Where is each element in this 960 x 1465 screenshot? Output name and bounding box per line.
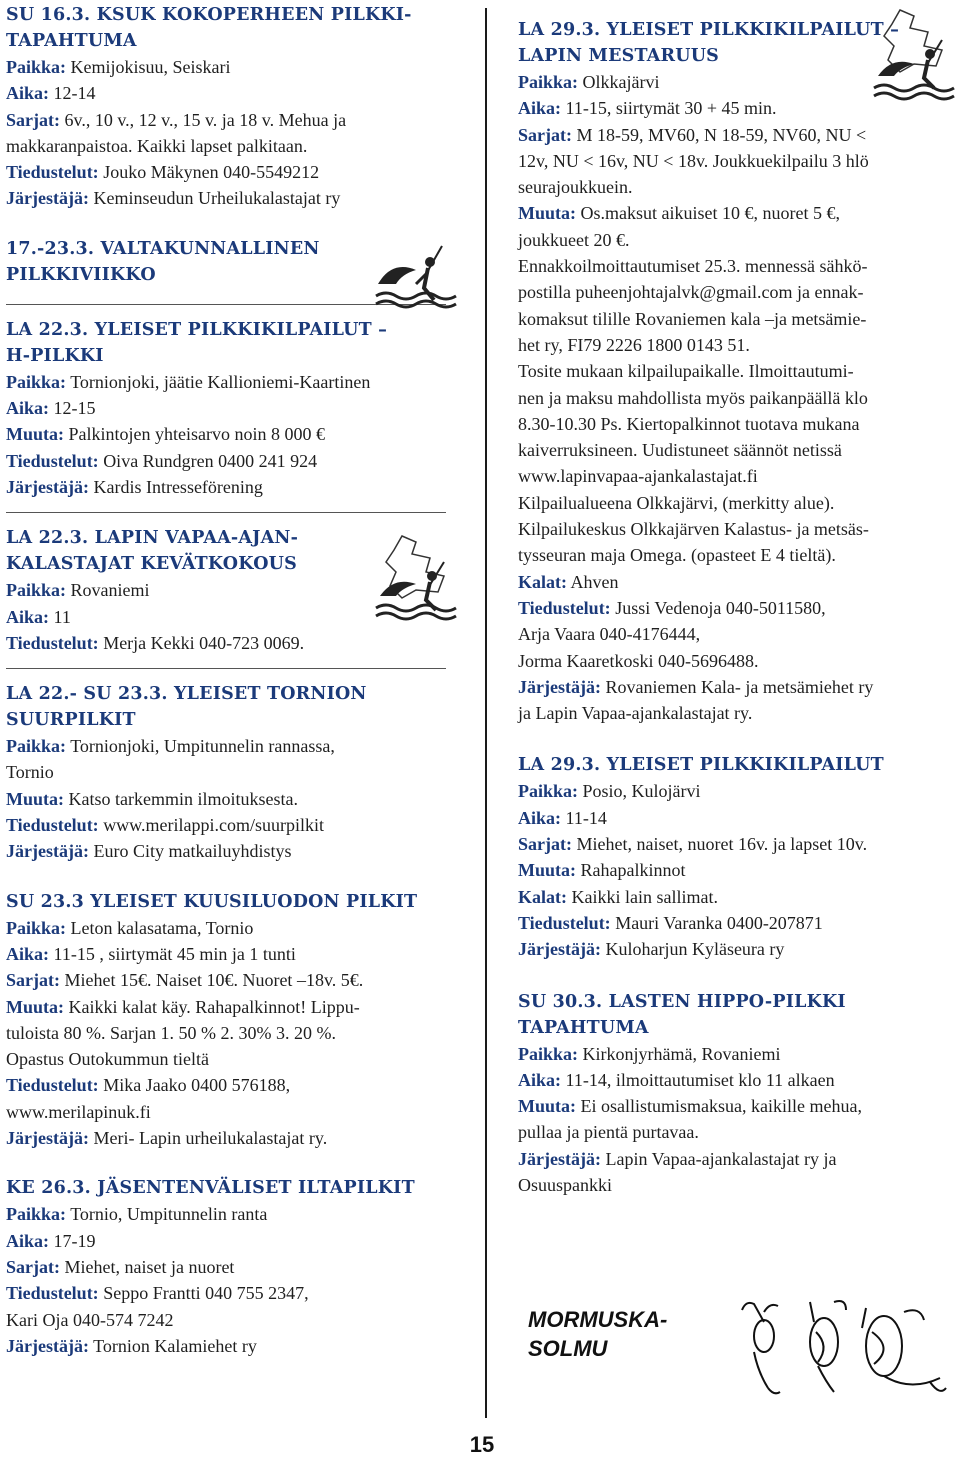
- event-title-line: TAPAHTUMA: [518, 1017, 649, 1038]
- event-line: [518, 174, 956, 200]
- event-line: [518, 148, 956, 174]
- field-value: seurajoukkuein.: [518, 177, 633, 198]
- event-line: [6, 107, 472, 133]
- event-line: [6, 369, 472, 395]
- field-value: Kemijokisuu, Seiskari: [66, 57, 231, 77]
- field-label: Järjestäjä:: [518, 676, 601, 697]
- field-value: Jorma Kaaretkoski 040-5696488.: [518, 650, 759, 671]
- field-label: Sarjat:: [518, 834, 572, 855]
- event-line: [518, 385, 956, 411]
- field-label: Kalat:: [518, 886, 567, 907]
- field-value: tuloista 80 %. Sarjan 1. 50 % 2. 30% 3. 20 %.: [6, 1022, 336, 1043]
- field-value: 11: [49, 606, 71, 627]
- event-line: [518, 306, 956, 332]
- event-line: [6, 838, 472, 864]
- event-line: [518, 1146, 956, 1172]
- field-label: Tiedustelut:: [6, 1075, 99, 1096]
- event-line: [518, 857, 956, 883]
- mormuska-line: MORMUSKA-: [528, 1307, 668, 1332]
- field-label: Tiedustelut:: [6, 815, 99, 836]
- field-label: Aika:: [6, 606, 50, 627]
- field-value: Rahapalkinnot: [576, 860, 686, 881]
- event-title: [6, 889, 472, 915]
- field-label: Paikka:: [518, 781, 579, 802]
- lapland-map-ice-fishing-logo: [372, 532, 458, 622]
- event-title-line: H-PILKKI: [6, 345, 104, 366]
- field-label: Sarjat:: [6, 1256, 60, 1277]
- event-title-line: SUURPILKIT: [6, 710, 136, 731]
- event-line: [6, 1307, 472, 1333]
- field-value: 6v., 10 v., 12 v., 15 v. ja 18 v. Mehua ja: [59, 109, 347, 130]
- field-value: joukkueet 20 €.: [518, 229, 630, 250]
- event-line: [518, 253, 956, 279]
- field-value: Leton kalasatama, Tornio: [66, 917, 254, 938]
- field-value: Rovaniemi: [66, 580, 150, 601]
- field-value: nen ja maksu mahdollista myös paikanpäällä klo: [518, 387, 868, 408]
- field-value: Ahven: [567, 571, 619, 592]
- event-h-pilkki: [6, 317, 472, 500]
- field-label: Aika:: [6, 943, 50, 964]
- field-value: 12-15: [49, 398, 96, 419]
- field-label: Muuta:: [6, 424, 64, 445]
- event-line: [6, 941, 472, 967]
- event-kuusiluoto: [6, 889, 472, 1152]
- event-line: [518, 936, 956, 962]
- event-line: [518, 621, 956, 647]
- field-label: Aika:: [518, 1069, 562, 1090]
- field-label: Tiedustelut:: [6, 450, 99, 471]
- event-line: [6, 395, 472, 421]
- event-line: [518, 910, 956, 936]
- field-value: 8.30-10.30 Ps. Kiertopalkinnot tuotava mukana: [518, 413, 860, 434]
- event-line: [518, 778, 956, 804]
- event-line: [6, 1333, 472, 1359]
- field-value: Keminseudun Urheilukalastajat ry: [88, 188, 341, 209]
- event-line: [6, 786, 472, 812]
- field-value: Miehet, naiset ja nuoret: [59, 1256, 235, 1277]
- field-value: Posio, Kulojärvi: [578, 781, 701, 802]
- event-title: [6, 317, 472, 369]
- event-title: [518, 989, 956, 1041]
- event-line: [6, 759, 472, 785]
- field-value: Lapin Vapaa-ajankalastajat ry ja: [600, 1148, 837, 1169]
- event-title: [6, 2, 472, 54]
- event-title-line: LA 22.3. LAPIN VAPAA-AJAN-: [6, 528, 299, 549]
- field-value: 11-15 , siirtymät 45 min ja 1 tunti: [49, 943, 296, 964]
- event-line: [518, 805, 956, 831]
- field-label: Aika:: [518, 98, 562, 119]
- mormuska-solmu-heading: [528, 1305, 667, 1363]
- field-value: ja Lapin Vapaa-ajankalastajat ry.: [518, 703, 753, 724]
- field-value: M 18-59, MV60, N 18-59, NV60, NU <: [571, 124, 867, 145]
- event-line: [518, 227, 956, 253]
- field-label: Paikka:: [6, 371, 67, 392]
- field-label: Paikka:: [518, 1043, 579, 1064]
- event-line: [518, 332, 956, 358]
- event-line: [6, 1254, 472, 1280]
- event-line: [6, 1228, 472, 1254]
- event-title: [6, 681, 472, 733]
- field-value: Tornionjoki, Umpitunnelin rannassa,: [66, 736, 335, 757]
- event-line: [518, 279, 956, 305]
- ice-fishing-logo: [372, 240, 458, 310]
- field-value: Mauri Varanka 0400-207871: [610, 912, 823, 933]
- field-label: Tiedustelut:: [6, 1283, 99, 1304]
- field-value: Os.maksut aikuiset 10 €, nuoret 5 €,: [576, 203, 840, 224]
- field-label: Järjestäjä:: [6, 841, 89, 862]
- field-value: 17-19: [49, 1230, 96, 1251]
- field-value: Jussi Vedenoja 040-5011580,: [610, 597, 826, 618]
- event-line: [6, 1020, 472, 1046]
- field-value: 12v, NU < 16v, NU < 18v. Joukkuekilpailu 3 hlö: [518, 150, 869, 171]
- event-line: [6, 421, 472, 447]
- field-value: Merja Kekki 040-723 0069.: [98, 632, 305, 653]
- field-label: Aika:: [6, 83, 50, 104]
- page-number: 15: [469, 1432, 495, 1457]
- event-line: [518, 358, 956, 384]
- event-line: [518, 569, 956, 595]
- field-value: Jouko Mäkynen 040-5549212: [98, 162, 320, 183]
- field-value: Kari Oja 040-574 7242: [6, 1309, 174, 1330]
- field-label: Tiedustelut:: [518, 912, 611, 933]
- field-value: Olkkajärvi: [578, 72, 660, 92]
- event-title-line: LAPIN MESTARUUS: [518, 46, 720, 66]
- event-line: [518, 831, 956, 857]
- field-value: tysseuran maja Omega. (opasteet E 4 tieltä).: [518, 545, 836, 566]
- event-line: [518, 437, 956, 463]
- left-column: [6, 2, 472, 1359]
- event-line: [6, 54, 472, 80]
- event-line: [518, 595, 956, 621]
- field-value: Seppo Frantti 040 755 2347,: [98, 1283, 309, 1304]
- field-label: Järjestäjä:: [6, 1335, 89, 1356]
- field-label: Muuta:: [518, 1096, 576, 1117]
- event-title: [6, 1175, 472, 1201]
- field-label: Muuta:: [6, 788, 64, 809]
- field-value: Ennakkoilmoittautumiset 25.3. mennessä sähkö-: [518, 256, 868, 277]
- field-label: Järjestäjä:: [518, 939, 601, 960]
- event-line: [6, 1280, 472, 1306]
- field-label: Tiedustelut:: [6, 162, 99, 183]
- event-line: [6, 994, 472, 1020]
- event-line: [518, 1067, 956, 1093]
- field-label: Aika:: [6, 1230, 50, 1251]
- event-line: [6, 133, 472, 159]
- field-value: Euro City matkailuyhdistys: [88, 841, 292, 862]
- field-value: Arja Vaara 040-4176444,: [518, 624, 701, 645]
- event-line: [6, 1099, 472, 1125]
- event-line: [6, 630, 472, 656]
- field-value: Miehet, naiset, nuoret 16v. ja lapset 10v.: [571, 834, 868, 855]
- field-value: 11-14: [561, 807, 607, 828]
- event-line: [518, 122, 956, 148]
- field-label: Kalat:: [518, 571, 567, 592]
- field-label: Sarjat:: [518, 124, 572, 145]
- event-title-line: 17.-23.3. VALTAKUNNALLINEN: [6, 238, 320, 259]
- field-value: Oiva Rundgren 0400 241 924: [98, 450, 318, 471]
- event-title-line: LA 29.3. YLEISET PILKKIKILPAILUT –: [518, 20, 900, 40]
- event-posio: [518, 752, 956, 962]
- field-value: Tornion Kalamiehet ry: [88, 1335, 257, 1356]
- event-suurpilkit: [6, 681, 472, 864]
- event-line: [518, 674, 956, 700]
- event-hippo-pilkki: [518, 989, 956, 1199]
- event-title-line: KE 26.3. JÄSENTENVÄLISET ILTAPILKIT: [6, 1178, 415, 1199]
- field-value: Rovaniemen Kala- ja metsämiehet ry: [600, 676, 874, 697]
- event-title-line: KALASTAJAT KEVÄTKOKOUS: [6, 554, 297, 575]
- field-label: Järjestäjä:: [6, 188, 89, 209]
- field-value: Mika Jaako 0400 576188,: [98, 1075, 291, 1096]
- event-title-line: SU 16.3. KSUK KOKOPERHEEN PILKKI-: [6, 5, 412, 25]
- event-line: [6, 812, 472, 838]
- event-iltapilkit: [6, 1175, 472, 1359]
- field-value: Katso tarkemmin ilmoituksesta.: [64, 788, 298, 809]
- field-value: Palkintojen yhteisarvo noin 8 000 €: [64, 424, 325, 445]
- field-label: Järjestäjä:: [6, 476, 89, 497]
- field-value: Kaikki lain sallimat.: [567, 886, 718, 907]
- field-label: Paikka:: [6, 1204, 67, 1225]
- field-value: Miehet 15€. Naiset 10€. Nuoret –18v. 5€.: [59, 970, 364, 991]
- field-value: 11-14, ilmoittautumiset klo 11 alkaen: [561, 1069, 835, 1090]
- event-title: [518, 752, 956, 778]
- field-label: Paikka:: [518, 72, 579, 92]
- field-value: Meri- Lapin urheilukalastajat ry.: [88, 1128, 328, 1149]
- field-value: Ei osallistumismaksua, kaikille mehua,: [576, 1096, 862, 1117]
- field-label: Muuta:: [518, 203, 576, 224]
- column-divider: [485, 8, 487, 1418]
- field-value: Kilpailualueena Olkkajärvi, (merkitty alue).: [518, 492, 835, 513]
- event-title-line: LA 29.3. YLEISET PILKKIKILPAILUT: [518, 755, 884, 776]
- event-ksuk: [6, 2, 472, 212]
- event-title-line: LA 22.- SU 23.3. YLEISET TORNION: [6, 684, 367, 705]
- field-value: Tornio: [6, 762, 54, 783]
- separator-rule: [6, 668, 446, 669]
- event-title-line: PILKKIVIIKKO: [6, 264, 156, 285]
- event-line: [518, 648, 956, 674]
- right-column: [518, 17, 956, 1198]
- event-line: [6, 474, 472, 500]
- lapland-map-ice-fishing-logo: [870, 6, 956, 102]
- event-line: [6, 733, 472, 759]
- field-label: Aika:: [6, 398, 50, 419]
- event-title-line: LA 22.3. YLEISET PILKKIKILPAILUT –: [6, 319, 388, 340]
- field-label: Tiedustelut:: [6, 632, 99, 653]
- event-line: [518, 1172, 956, 1198]
- event-line: [6, 1201, 472, 1227]
- event-line: [6, 1072, 472, 1098]
- field-value: het ry, FI79 2226 1800 0143 51.: [518, 334, 750, 355]
- event-line: [518, 463, 956, 489]
- event-line: [518, 411, 956, 437]
- field-value: Kardis Intresseförening: [88, 476, 263, 497]
- event-line: [6, 448, 472, 474]
- field-value: www.merilappi.com/suurpilkit: [98, 815, 324, 836]
- field-value: Kilpailukeskus Olkkajärven Kalastus- ja metsäs-: [518, 519, 869, 540]
- field-label: Järjestäjä:: [518, 1148, 601, 1169]
- field-label: Muuta:: [518, 860, 576, 881]
- event-line: [518, 700, 956, 726]
- field-value: 11-15, siirtymät 30 + 45 min.: [561, 98, 777, 119]
- field-value: kaiverruksineen. Uudistuneet säännöt netissä: [518, 440, 842, 461]
- field-value: postilla puheenjohtajalvk@gmail.com ja ennak-: [518, 282, 864, 303]
- field-value: Tosite mukaan kilpailupaikalle. Ilmoittautumi-: [518, 361, 854, 382]
- field-value: 12-14: [49, 83, 96, 104]
- event-line: [6, 185, 472, 211]
- field-value: komaksut tilille Rovaniemen kala –ja metsämie-: [518, 308, 867, 329]
- event-line: [6, 967, 472, 993]
- field-label: Sarjat:: [6, 109, 60, 130]
- event-line: [518, 542, 956, 568]
- field-value: Tornio, Umpitunnelin ranta: [66, 1204, 268, 1225]
- event-line: [6, 159, 472, 185]
- event-line: [6, 80, 472, 106]
- field-label: Aika:: [518, 807, 562, 828]
- field-label: Järjestäjä:: [6, 1128, 89, 1149]
- event-lapin-mestaruus: [518, 17, 956, 726]
- event-line: [518, 516, 956, 542]
- field-label: Paikka:: [6, 736, 67, 757]
- event-line: [518, 200, 956, 226]
- event-line: [518, 1119, 956, 1145]
- field-value: www.lapinvapaa-ajankalastajat.fi: [518, 466, 758, 487]
- mormuska-line: SOLMU: [528, 1336, 608, 1361]
- event-line: [6, 1125, 472, 1151]
- field-label: Paikka:: [6, 57, 67, 77]
- field-value: Kuloharjun Kyläseura ry: [600, 939, 785, 960]
- field-value: Tornionjoki, jäätie Kallioniemi-Kaartinen: [66, 371, 371, 392]
- field-value: Kaikki kalat käy. Rahapalkinnot! Lippu-: [64, 996, 360, 1017]
- event-title-line: TAPAHTUMA: [6, 31, 137, 51]
- field-label: Paikka:: [6, 580, 67, 601]
- event-title-line: SU 23.3 YLEISET KUUSILUODON PILKIT: [6, 891, 418, 912]
- field-value: makkaranpaistoa. Kaikki lapset palkitaan.: [6, 135, 308, 156]
- field-label: Muuta:: [6, 996, 64, 1017]
- field-label: Paikka:: [6, 917, 67, 938]
- field-value: Kirkonjyrhämä, Rovaniemi: [578, 1043, 781, 1064]
- event-title-line: SU 30.3. LASTEN HIPPO-PILKKI: [518, 991, 846, 1012]
- event-line: [518, 490, 956, 516]
- field-label: Tiedustelut:: [518, 597, 611, 618]
- field-value: pullaa ja pientä purtavaa.: [518, 1122, 699, 1143]
- event-line: [518, 1041, 956, 1067]
- field-value: www.merilapinuk.fi: [6, 1101, 151, 1122]
- field-label: Sarjat:: [6, 970, 60, 991]
- event-line: [6, 915, 472, 941]
- field-value: Osuuspankki: [518, 1174, 612, 1195]
- field-value: Opastus Outokummun tieltä: [6, 1049, 209, 1070]
- event-line: [6, 1046, 472, 1072]
- event-line: [518, 1093, 956, 1119]
- event-line: [518, 884, 956, 910]
- separator-rule: [6, 512, 446, 513]
- fishing-knot-diagram: [734, 1292, 950, 1404]
